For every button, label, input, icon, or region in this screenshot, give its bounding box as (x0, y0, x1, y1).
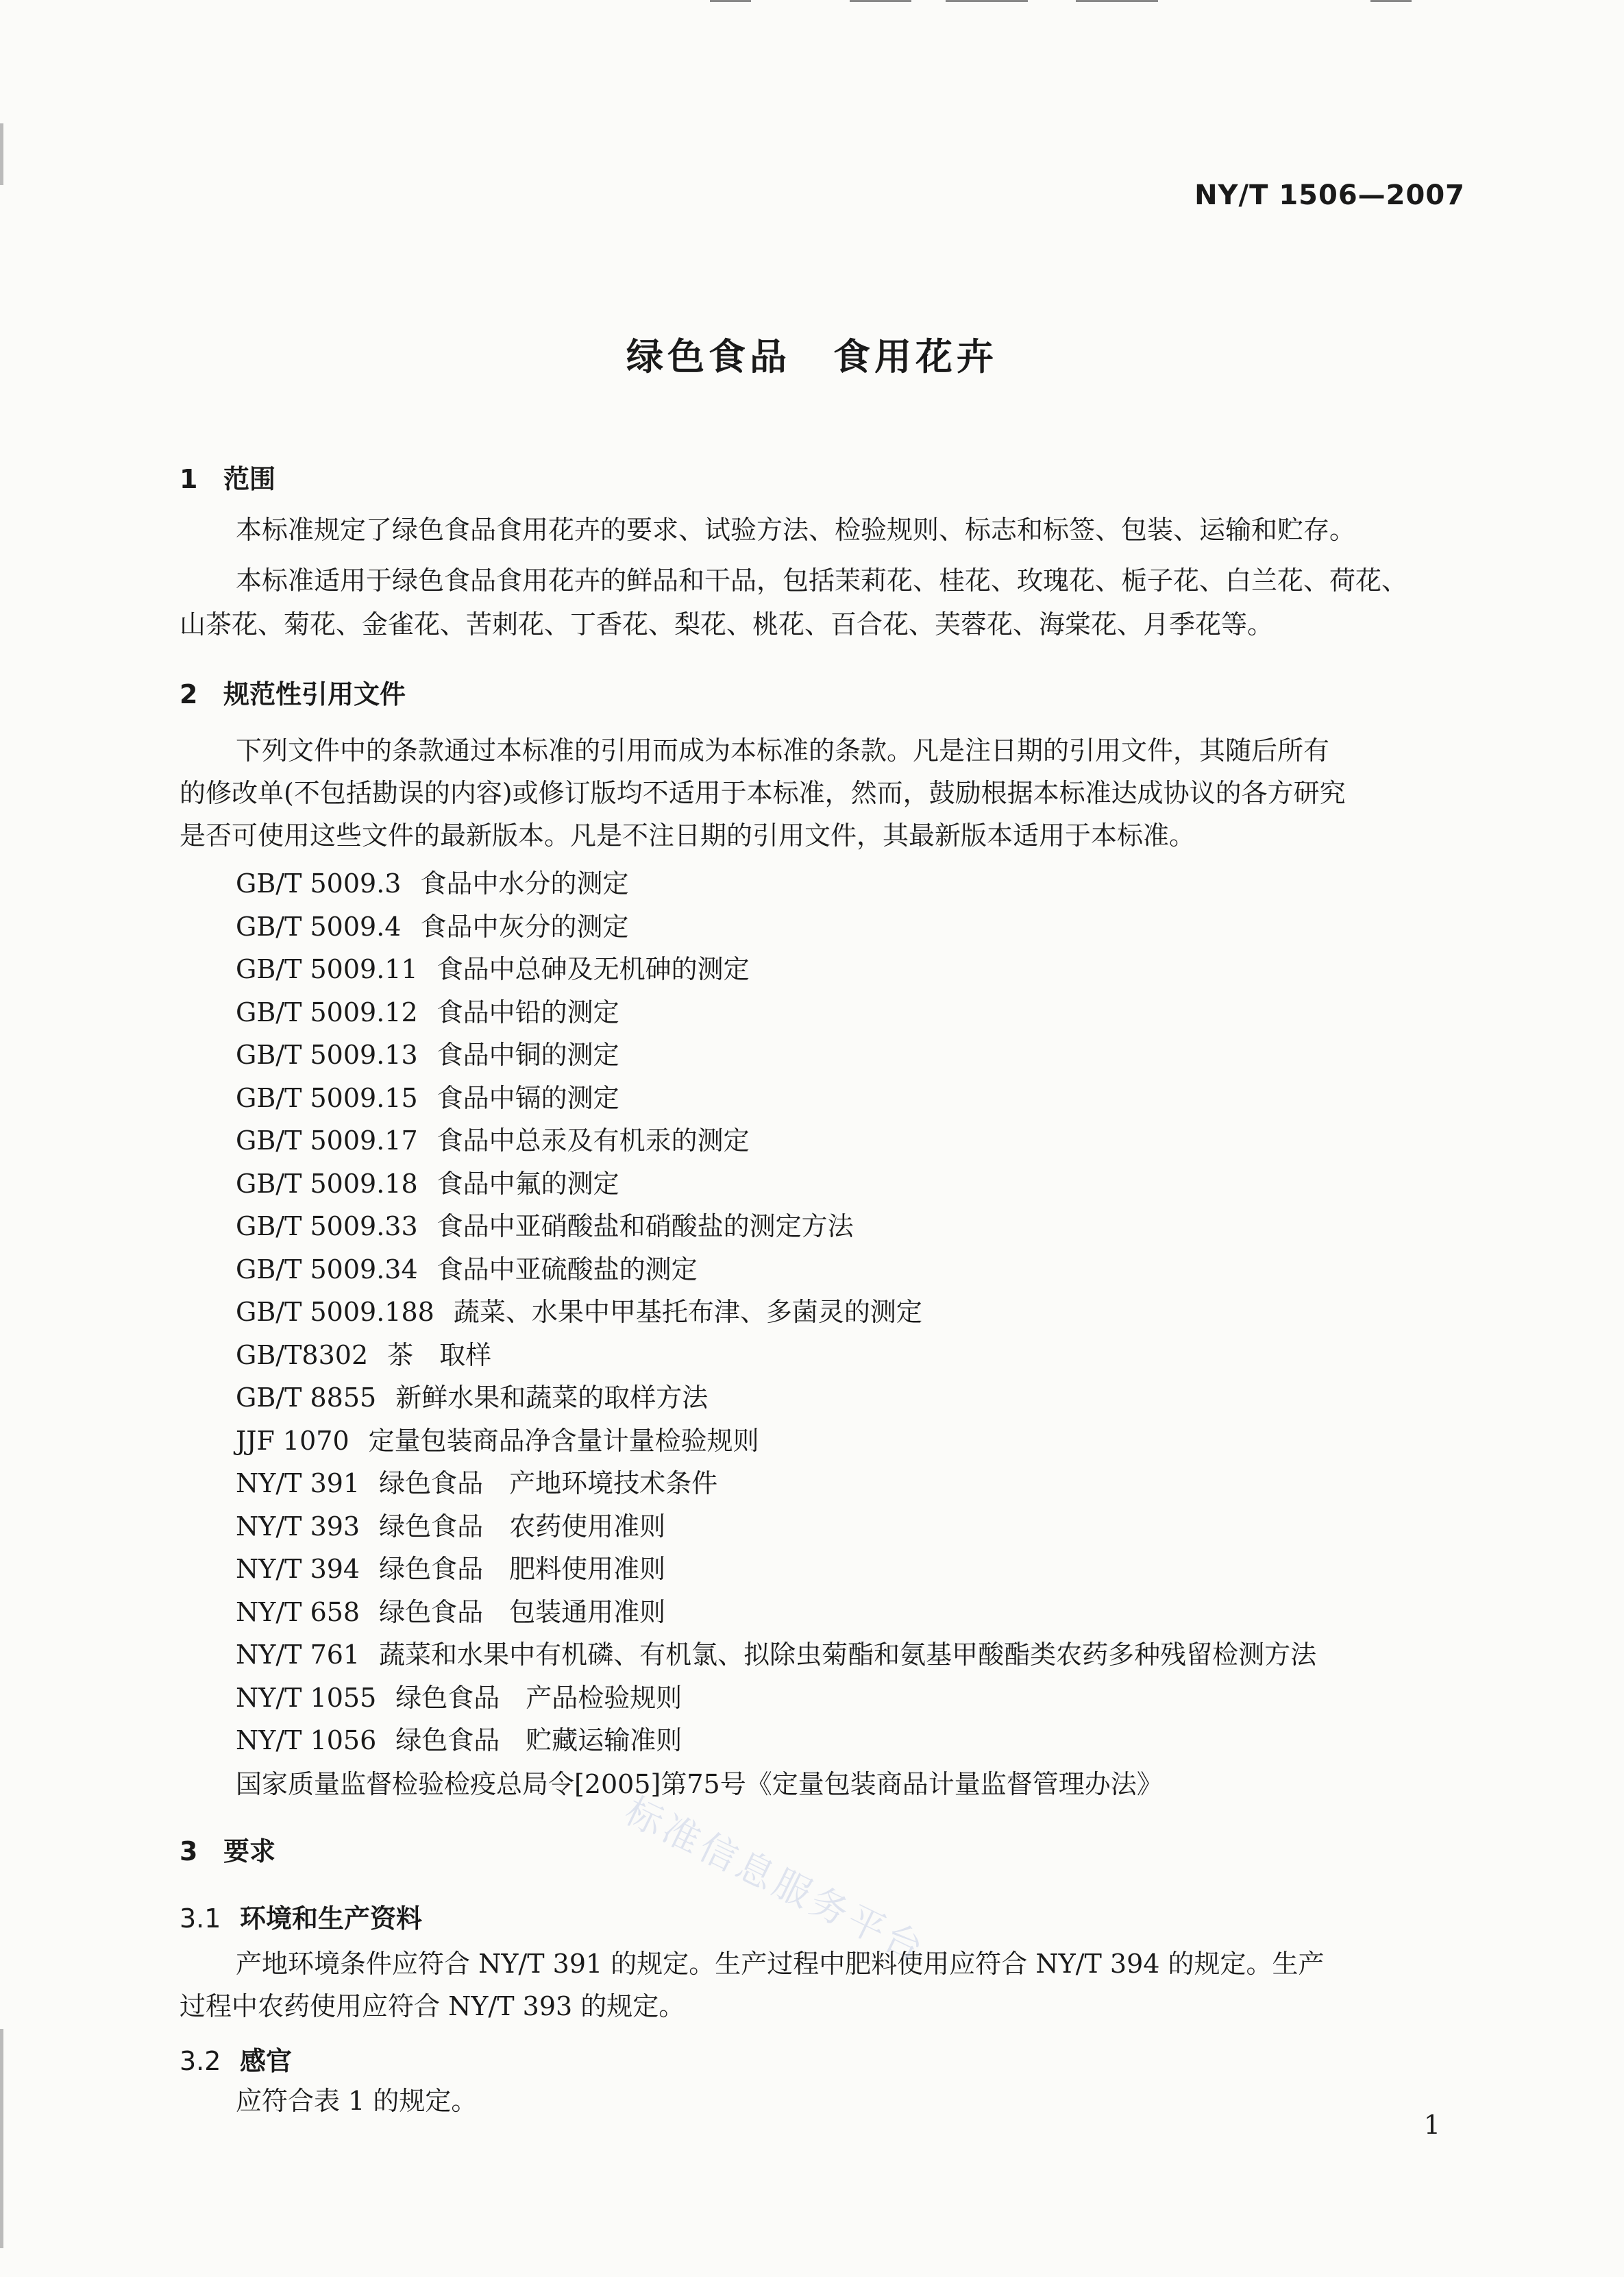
title-part-2: 食用花卉 (833, 335, 998, 378)
reference-title: 茶 取样 (387, 1339, 492, 1370)
section-title: 要求 (223, 1836, 276, 1866)
reference-title: 食品中水分的测定 (420, 868, 629, 899)
reference-item (236, 1548, 665, 1585)
subsection-number: 3.1 (180, 1903, 221, 1934)
subsection-title: 环境和生产资料 (240, 1903, 423, 1934)
document-title (0, 328, 1624, 380)
reference-title: 食品中铜的测定 (436, 1040, 619, 1070)
decree-reference: 国家质量监督检验检疫总局令[2005]第75号《定量包装商品计量监督管理办法》 (236, 1769, 1163, 1799)
reference-title: 绿色食品 产品检验规则 (395, 1682, 682, 1713)
subsection-3-2-line-1: 应符合表 1 的规定。 (236, 2086, 478, 2116)
reference-item (236, 1420, 759, 1457)
subsection-3-1-heading (180, 1897, 422, 1935)
reference-title: 食品中总汞及有机汞的测定 (436, 1125, 750, 1156)
title-part-1: 绿色食品 (626, 335, 791, 378)
reference-code: GB/T 5009.18 (236, 1168, 418, 1199)
reference-item (236, 1591, 665, 1629)
reference-title: 食品中总砷及无机砷的测定 (436, 954, 750, 984)
reference-title: 蔬菜、水果中甲基托布津、多菌灵的测定 (453, 1297, 922, 1327)
reference-code: GB/T 5009.33 (236, 1211, 418, 1241)
reference-item (236, 1034, 619, 1071)
reference-item (236, 1291, 922, 1328)
reference-code: GB/T 5009.34 (236, 1254, 418, 1284)
binding-edge (0, 2029, 3, 2248)
section-1-para-2-line-1: 本标准适用于绿色食品食用花卉的鲜品和干品，包括茉莉花、桂花、玫瑰花、栀子花、白兰花、荷花、 (236, 565, 1408, 596)
reference-title: 食品中铅的测定 (436, 997, 619, 1027)
reference-code: NY/T 658 (236, 1596, 360, 1627)
section-2-intro-line-3: 是否可使用这些文件的最新版本。凡是不注日期的引用文件，其最新版本适用于本标准。 (180, 820, 1196, 851)
reference-title: 新鲜水果和蔬菜的取样方法 (395, 1383, 709, 1413)
scan-artifact (1370, 0, 1412, 2)
section-title: 范围 (223, 464, 276, 494)
scan-artifact (710, 0, 751, 2)
reference-code: NY/T 393 (236, 1511, 360, 1542)
reference-item (236, 1119, 750, 1157)
section-number: 1 (180, 464, 198, 494)
page-number: 1 (1423, 2110, 1440, 2140)
reference-title: 食品中亚硫酸盐的测定 (436, 1254, 698, 1284)
reference-title: 食品中灰分的测定 (420, 911, 629, 942)
section-3-heading (180, 1830, 275, 1868)
reference-title: 食品中氟的测定 (436, 1168, 619, 1199)
reference-title: 绿色食品 贮藏运输准则 (395, 1725, 682, 1755)
watermark: 标准信息服务平台 (618, 1788, 933, 1972)
section-number: 3 (180, 1836, 198, 1866)
section-1-heading (180, 458, 275, 496)
reference-code: JJF 1070 (236, 1425, 349, 1456)
reference-code: NY/T 394 (236, 1554, 360, 1584)
reference-item (236, 1376, 708, 1414)
reference-title: 绿色食品 包装通用准则 (379, 1596, 666, 1627)
reference-code: GB/T 5009.188 (236, 1297, 434, 1327)
reference-title: 蔬菜和水果中有机磷、有机氯、拟除虫菊酯和氨基甲酸酯类农药多种残留检测方法 (379, 1640, 1317, 1670)
reference-item (236, 1677, 682, 1714)
section-number: 2 (180, 679, 198, 709)
reference-item (236, 1633, 1316, 1671)
section-title: 规范性引用文件 (223, 679, 406, 709)
reference-title: 绿色食品 肥料使用准则 (379, 1554, 666, 1584)
reference-item (236, 1334, 491, 1372)
reference-code: GB/T 5009.12 (236, 997, 418, 1027)
subsection-number: 3.2 (180, 2046, 221, 2076)
section-2-heading (180, 673, 406, 711)
reference-item (236, 1248, 698, 1286)
section-2-intro-line-1: 下列文件中的条款通过本标准的引用而成为本标准的条款。凡是注日期的引用文件，其随后所有 (236, 735, 1330, 766)
reference-item (236, 1505, 665, 1543)
reference-item (236, 862, 629, 900)
reference-title: 定量包装商品净含量计量检验规则 (368, 1425, 759, 1456)
binding-edge (0, 123, 3, 185)
section-2-intro-line-2: 的修改单(不包括勘误的内容)或修订版均不适用于本标准，然而，鼓励根据本标准达成协议的各方研究 (180, 778, 1346, 808)
reference-item (236, 1462, 717, 1500)
reference-title: 食品中镉的测定 (436, 1082, 619, 1113)
reference-code: GB/T 5009.3 (236, 868, 402, 899)
subsection-3-1-line-1: 产地环境条件应符合 NY/T 391 的规定。生产过程中肥料使用应符合 NY/T 394 的规定。生产 (236, 1949, 1325, 1979)
reference-item (236, 1719, 682, 1757)
reference-code: GB/T 5009.17 (236, 1125, 418, 1156)
subsection-3-1-line-2: 过程中农药使用应符合 NY/T 393 的规定。 (180, 1991, 685, 2021)
reference-item (236, 1077, 619, 1115)
reference-code: GB/T 5009.4 (236, 911, 402, 942)
reference-code: NY/T 761 (236, 1640, 360, 1670)
subsection-title: 感官 (240, 2046, 293, 2076)
reference-code: GB/T 5009.13 (236, 1040, 418, 1070)
reference-code: NY/T 1056 (236, 1725, 377, 1755)
reference-title: 绿色食品 产地环境技术条件 (379, 1468, 718, 1498)
reference-code: NY/T 391 (236, 1468, 360, 1498)
scan-artifact (850, 0, 911, 2)
reference-title: 食品中亚硝酸盐和硝酸盐的测定方法 (436, 1211, 854, 1241)
reference-title: 绿色食品 农药使用准则 (379, 1511, 666, 1542)
reference-code: GB/T 5009.15 (236, 1082, 418, 1113)
subsection-3-2-heading (180, 2040, 292, 2078)
section-1-para-1: 本标准规定了绿色食品食用花卉的要求、试验方法、检验规则、标志和标签、包装、运输和贮存。 (236, 515, 1356, 545)
reference-code: NY/T 1055 (236, 1682, 377, 1713)
scan-artifact (946, 0, 1028, 2)
reference-item (236, 1162, 619, 1200)
section-1-para-2-line-2: 山茶花、菊花、金雀花、苦刺花、丁香花、梨花、桃花、百合花、芙蓉花、海棠花、月季花等。 (180, 609, 1274, 640)
reference-item (236, 991, 619, 1029)
reference-item (236, 948, 750, 986)
reference-item (236, 905, 629, 943)
reference-item (236, 1205, 854, 1243)
reference-code: GB/T8302 (236, 1339, 369, 1370)
standard-code: NY/T 1506—2007 (1194, 180, 1465, 211)
scan-artifact (1076, 0, 1158, 2)
reference-code: GB/T 8855 (236, 1383, 377, 1413)
reference-code: GB/T 5009.11 (236, 954, 418, 984)
